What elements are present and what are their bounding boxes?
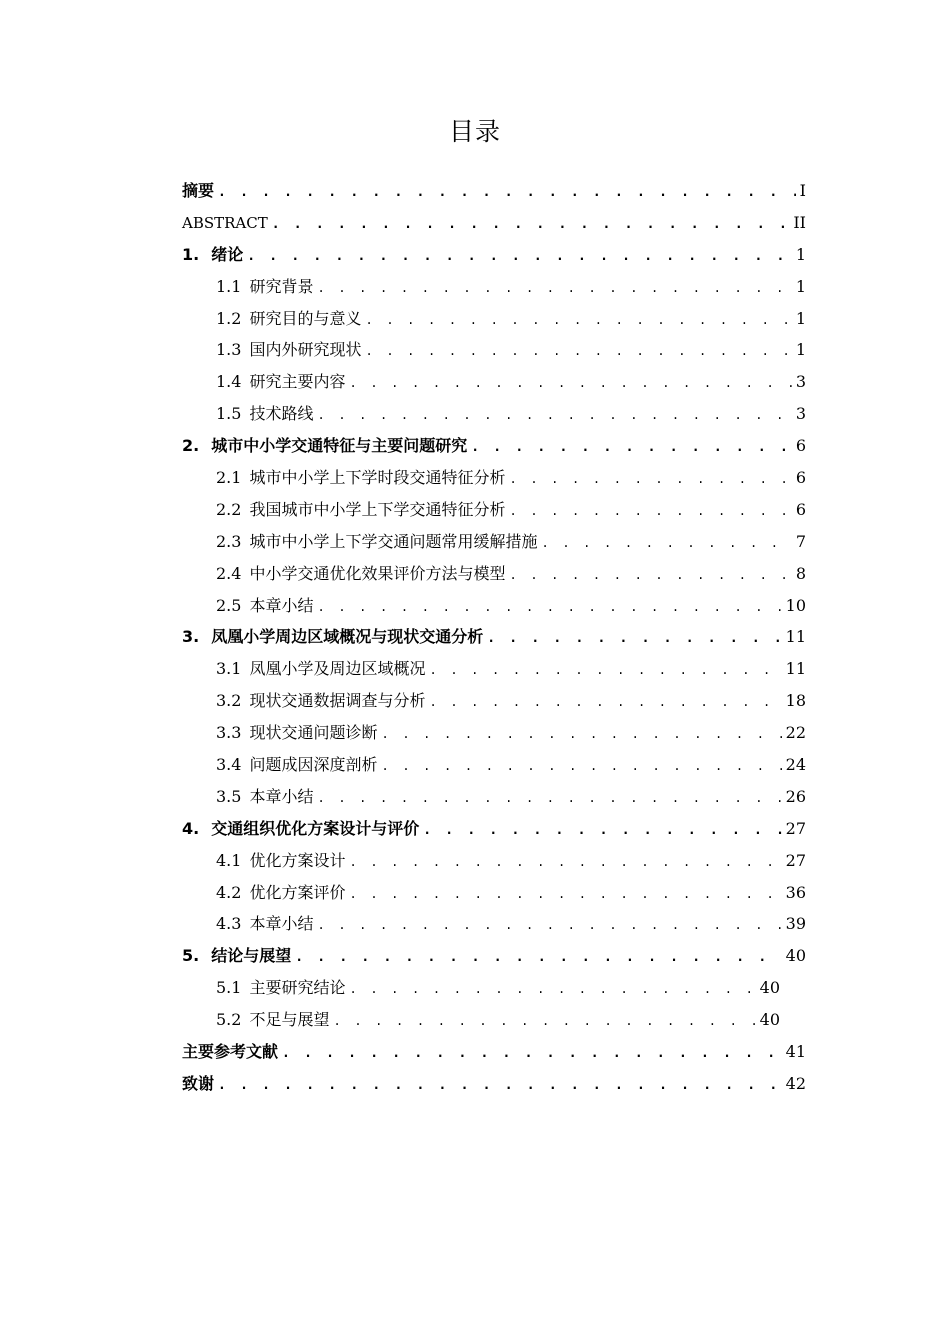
toc-entry-text: 我国城市中小学上下学交通特征分析: [249, 499, 506, 519]
dot-leader: [429, 687, 781, 719]
toc-entry-text: 技术路线: [249, 404, 314, 424]
toc-entry-text: 结论与展望: [211, 946, 292, 966]
toc-entry[interactable]: [182, 940, 806, 972]
toc-entry-page-number: 8: [795, 563, 806, 583]
toc-entry-page-number: 11: [785, 627, 806, 647]
toc-entry-label: [216, 653, 425, 685]
toc-entry-number: 1.: [182, 244, 200, 264]
toc-entry-number: 1.3: [216, 340, 242, 360]
toc-entry-text: 凤凰小学及周边区域概况: [249, 659, 426, 679]
toc-entry-number: 2.3: [216, 531, 242, 551]
toc-entry-number: 5.2: [216, 1010, 242, 1030]
toc-entry-label: [182, 621, 483, 653]
toc-entry[interactable]: [182, 908, 806, 940]
toc-entry-number: 2.1: [216, 468, 242, 488]
dot-leader: [541, 528, 791, 560]
toc-entry-page-number: 41: [785, 1042, 806, 1062]
toc-entry-label: [216, 494, 505, 526]
toc-entry[interactable]: [182, 590, 806, 622]
toc-entry-page-number: 1: [795, 340, 806, 360]
dot-leader: [317, 783, 781, 815]
dot-leader: [349, 368, 791, 400]
toc-entry[interactable]: [182, 845, 806, 877]
toc-entry-label: [216, 717, 377, 749]
toc-entry-text: 中小学交通优化效果评价方法与模型: [249, 563, 506, 583]
toc-entry-label: [216, 685, 425, 717]
dot-leader: [509, 464, 791, 496]
toc-entry-label: [216, 526, 537, 558]
dot-leader: [317, 910, 781, 942]
toc-entry-text: 摘要: [182, 181, 215, 200]
toc-entry-page-number: I: [799, 181, 806, 200]
dot-leader: [471, 432, 792, 464]
toc-entry-text: 主要参考文献: [182, 1042, 279, 1062]
dot-leader: [317, 400, 791, 432]
dot-leader: [509, 560, 791, 592]
toc-entry-text: 本章小结: [249, 595, 314, 615]
dot-leader: [509, 496, 791, 528]
toc-entry[interactable]: [182, 175, 806, 207]
dot-leader: [317, 273, 791, 305]
toc-entry-number: 2.: [182, 436, 200, 456]
toc-entry-text: 交通组织优化方案设计与评价: [211, 818, 420, 838]
toc-entry-page-number: 24: [785, 755, 806, 775]
toc-entry-label: [182, 1036, 278, 1068]
toc-entry-text: 现状交通问题诊断: [249, 723, 378, 743]
toc-entry[interactable]: [182, 303, 806, 335]
toc-entry[interactable]: [182, 813, 806, 845]
toc-entry-text: 现状交通数据调查与分析: [249, 691, 426, 711]
toc-entry-label: [216, 749, 377, 781]
toc-entry-number: 4.3: [216, 914, 242, 934]
toc-entry-label: [216, 366, 345, 398]
toc-entry[interactable]: [182, 271, 806, 303]
toc-entry-text: 优化方案设计: [249, 850, 346, 870]
toc-entry-page-number: 1: [795, 244, 806, 264]
dot-leader: [365, 305, 791, 337]
toc-entry-number: 1.2: [216, 308, 242, 328]
dot-leader: [349, 847, 781, 879]
toc-entry-label: [182, 1068, 214, 1100]
toc-entry-label: [182, 175, 214, 207]
dot-leader: [282, 1038, 782, 1070]
toc-entry-text: 致谢: [182, 1073, 215, 1093]
toc-entry-number: 5.: [182, 946, 200, 966]
toc-entry-number: 3.4: [216, 755, 242, 775]
dot-leader: [429, 655, 781, 687]
toc-entry-text: 研究主要内容: [249, 372, 346, 392]
dot-leader: [349, 879, 781, 911]
toc-entry-label: [216, 781, 313, 813]
toc-entry-page-number: 6: [795, 468, 806, 488]
toc-entry-label: [216, 462, 505, 494]
toc-entry-text: ABSTRACT: [182, 213, 268, 232]
toc-entry-label: [216, 271, 313, 303]
toc-entry-text: 主要研究结论: [249, 978, 346, 998]
toc-entry-number: 2.5: [216, 595, 242, 615]
toc-entry-label: [182, 430, 467, 462]
toc-entry-number: 2.4: [216, 563, 242, 583]
toc-entry-page-number: 40: [759, 978, 780, 998]
dot-leader: [349, 974, 755, 1006]
toc-entry[interactable]: [182, 717, 806, 749]
toc-entry[interactable]: [182, 781, 806, 813]
page-title: 目录: [448, 117, 501, 146]
toc-entry-page-number: 40: [759, 1010, 780, 1030]
toc-entry[interactable]: [182, 239, 806, 271]
toc-entry-page-number: 42: [785, 1073, 806, 1093]
toc-entry[interactable]: [182, 972, 806, 1004]
dot-leader: [381, 751, 781, 783]
toc-entry-page-number: 27: [785, 818, 806, 838]
toc-entry-label: [216, 845, 345, 877]
toc-entry-label: [216, 1004, 329, 1036]
dot-leader: [333, 1006, 755, 1038]
toc-entry[interactable]: [182, 653, 806, 685]
dot-leader: [317, 592, 781, 624]
toc-entry-number: 3.2: [216, 691, 242, 711]
toc-entry-number: 4.1: [216, 850, 242, 870]
toc-entry[interactable]: [182, 430, 806, 462]
toc-entry[interactable]: [182, 621, 806, 653]
toc-entry-label: [182, 239, 243, 271]
toc-entry[interactable]: [182, 558, 806, 590]
toc-entry-number: 4.: [182, 818, 200, 838]
toc-entry[interactable]: [182, 1004, 806, 1036]
toc-entry[interactable]: [182, 749, 806, 781]
dot-leader: [365, 336, 791, 368]
toc-entry-text: 国内外研究现状: [249, 340, 362, 360]
toc-entry-page-number: 3: [795, 372, 806, 392]
toc-entry-text: 凤凰小学周边区域概况与现状交通分析: [211, 627, 484, 647]
dot-leader: [487, 623, 781, 655]
toc-entry-page-number: 18: [785, 691, 806, 711]
toc-entry-page-number: 6: [795, 499, 806, 519]
toc-entry-label: [216, 334, 361, 366]
toc-entry-page-number: 1: [795, 308, 806, 328]
dot-leader: [218, 177, 796, 209]
toc-entry-label: [182, 813, 419, 845]
toc-entry-text: 城市中小学上下学时段交通特征分析: [249, 468, 506, 488]
toc-entry-text: 城市中小学上下学交通问题常用缓解措施: [249, 531, 538, 551]
toc-entry-text: 研究背景: [249, 276, 314, 296]
toc-entry-number: 2.2: [216, 499, 242, 519]
toc-entry-label: [216, 398, 313, 430]
toc-entry-text: 绪论: [211, 244, 244, 264]
toc-entry[interactable]: [182, 494, 806, 526]
toc-entry[interactable]: [182, 334, 806, 366]
toc-entry-page-number: 3: [795, 404, 806, 424]
toc-entry-label: [216, 590, 313, 622]
toc-entry-number: 1.1: [216, 276, 242, 296]
toc-entry[interactable]: [182, 1036, 806, 1068]
toc-entry-page-number: 1: [795, 276, 806, 296]
dot-leader: [423, 815, 781, 847]
toc-entry-page-number: 26: [785, 786, 806, 806]
dot-leader: [247, 241, 792, 273]
toc-entry[interactable]: [182, 877, 806, 909]
toc-entry-label: [216, 558, 505, 590]
toc-entry[interactable]: [182, 366, 806, 398]
toc-entry[interactable]: [182, 526, 806, 558]
toc-entry-number: 3.3: [216, 723, 242, 743]
toc-entry[interactable]: [182, 1068, 806, 1100]
toc-entry-page-number: 27: [785, 850, 806, 870]
toc-entry-label: [216, 303, 361, 335]
toc-entry-number: 1.4: [216, 372, 242, 392]
toc-entry-label: [216, 908, 313, 940]
toc-entry[interactable]: [182, 207, 806, 239]
toc-entry-label: [216, 877, 345, 909]
table-of-contents: [182, 175, 806, 1100]
toc-entry-text: 本章小结: [249, 786, 314, 806]
toc-entry-page-number: II: [793, 212, 806, 232]
toc-entry[interactable]: [182, 685, 806, 717]
toc-entry-text: 优化方案评价: [249, 882, 346, 902]
toc-entry-page-number: 11: [785, 659, 806, 679]
dot-leader: [295, 942, 781, 974]
toc-entry[interactable]: [182, 398, 806, 430]
toc-entry-page-number: 6: [795, 436, 806, 456]
toc-entry-text: 本章小结: [249, 914, 314, 934]
toc-entry-page-number: 36: [785, 882, 806, 902]
toc-entry-page-number: 39: [785, 914, 806, 934]
toc-entry-label: [182, 940, 291, 972]
dot-leader: [381, 719, 781, 751]
toc-entry-text: 城市中小学交通特征与主要问题研究: [211, 436, 468, 456]
dot-leader: [272, 209, 790, 241]
toc-entry-number: 3.5: [216, 786, 242, 806]
toc-entry-page-number: 22: [785, 723, 806, 743]
toc-entry-text: 研究目的与意义: [249, 308, 362, 328]
toc-entry-number: 1.5: [216, 404, 242, 424]
toc-entry-text: 问题成因深度剖析: [249, 755, 378, 775]
dot-leader: [218, 1070, 782, 1102]
toc-entry-number: 3.: [182, 627, 200, 647]
toc-entry-page-number: 10: [785, 595, 806, 615]
toc-entry-label: [182, 208, 268, 240]
toc-entry[interactable]: [182, 462, 806, 494]
toc-entry-number: 5.1: [216, 978, 242, 998]
toc-entry-page-number: 7: [795, 531, 806, 551]
toc-entry-label: [216, 972, 345, 1004]
toc-entry-text: 不足与展望: [249, 1010, 330, 1030]
toc-entry-number: 3.1: [216, 659, 242, 679]
toc-entry-number: 4.2: [216, 882, 242, 902]
toc-entry-page-number: 40: [785, 946, 806, 966]
